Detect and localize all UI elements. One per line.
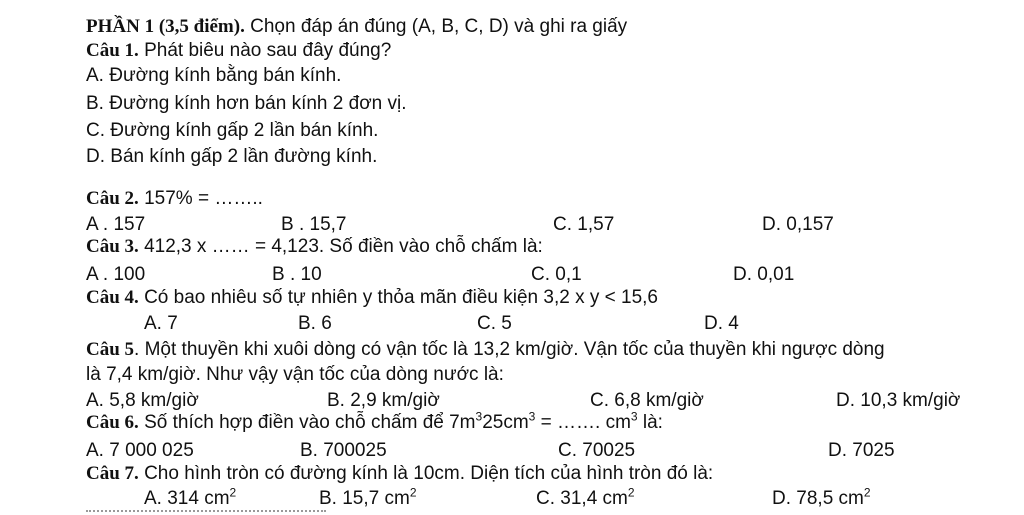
- question-label: Câu 4.: [86, 287, 139, 308]
- q7-option-c: [536, 485, 635, 510]
- question-label: Câu 5: [86, 339, 135, 360]
- option-text: B. 15,7 cm: [319, 488, 410, 509]
- question-text: Cho hình tròn có đường kính là 10cm. Diện tích của hình tròn đó là:: [138, 463, 714, 484]
- q2-option-c: C. 1,57: [553, 214, 615, 235]
- question-4: [86, 287, 658, 309]
- q6-option-d: D. 7025: [828, 440, 895, 461]
- option-text: C. 31,4 cm: [536, 488, 628, 509]
- q7-option-a: [144, 485, 237, 510]
- question-text: Có bao nhiêu số tự nhiên y thỏa mãn điều kiện 3,2 x y < 15,6: [138, 287, 658, 308]
- q3-option-c: C. 0,1: [531, 264, 582, 285]
- question-text: là:: [637, 412, 663, 433]
- option-text: D. 78,5 cm: [772, 488, 864, 509]
- q4-option-d: D. 4: [704, 313, 739, 334]
- exponent: 2: [627, 485, 635, 500]
- question-6: [86, 409, 663, 434]
- question-label: Câu 1.: [86, 40, 139, 61]
- option-text: A. 314 cm: [144, 488, 230, 509]
- question-7: [86, 463, 713, 485]
- q3-option-a: A . 100: [86, 264, 146, 285]
- section-header: [86, 16, 627, 38]
- question-label: Câu 7.: [86, 463, 139, 484]
- q1-option-c: C. Đường kính gấp 2 lần bán kính.: [86, 120, 379, 141]
- question-5-continued: là 7,4 km/giờ. Như vậy vận tốc của dòng nước là:: [86, 364, 504, 385]
- q4-option-b: B. 6: [298, 313, 332, 334]
- q2-option-d: D. 0,157: [762, 214, 834, 235]
- question-2: [86, 188, 263, 210]
- exponent: 2: [863, 485, 871, 500]
- q1-option-b: B. Đường kính hơn bán kính 2 đơn vị.: [86, 93, 407, 114]
- q2-option-b: B . 15,7: [281, 214, 347, 235]
- exponent: 3: [528, 409, 536, 424]
- q5-option-c: C. 6,8 km/giờ: [590, 390, 704, 411]
- q1-option-d: D. Bán kính gấp 2 lần đường kính.: [86, 146, 378, 167]
- exponent: 3: [630, 409, 638, 424]
- q5-option-a: A. 5,8 km/giờ: [86, 390, 199, 411]
- question-text: 25cm: [482, 412, 529, 433]
- question-label: Câu 2.: [86, 188, 139, 209]
- q6-option-a: A. 7 000 025: [86, 440, 194, 461]
- q2-option-a: A . 157: [86, 214, 146, 235]
- q5-option-b: B. 2,9 km/giờ: [327, 390, 440, 411]
- q3-option-b: B . 10: [272, 264, 322, 285]
- q7-option-d: [772, 485, 871, 510]
- cut-off-text-hint: [86, 510, 326, 515]
- q4-option-c: C. 5: [477, 313, 512, 334]
- section-instruction: Chọn đáp án đúng (A, B, C, D) và ghi ra giấy: [244, 16, 628, 37]
- q3-option-d: D. 0,01: [733, 264, 795, 285]
- question-3: [86, 236, 543, 258]
- q5-option-d: D. 10,3 km/giờ: [836, 390, 961, 411]
- question-text: Phát biêu nào sau đây đúng?: [138, 40, 392, 61]
- question-label: Câu 3.: [86, 236, 139, 257]
- question-text: . Một thuyền khi xuôi dòng có vận tốc là 13,2 km/giờ. Vận tốc của thuyền khi ngược dòng: [134, 339, 885, 360]
- question-text: = ……. cm: [535, 412, 631, 433]
- question-text: Số thích hợp điền vào chỗ chấm để 7m: [138, 412, 476, 433]
- q1-option-a: A. Đường kính bằng bán kính.: [86, 65, 342, 86]
- q7-option-b: [319, 485, 417, 510]
- q4-option-a: A. 7: [144, 313, 178, 334]
- question-5: [86, 339, 885, 361]
- q6-option-c: C. 70025: [558, 440, 636, 461]
- exponent: 3: [475, 409, 483, 424]
- question-label: Câu 6.: [86, 412, 139, 433]
- exponent: 2: [229, 485, 237, 500]
- question-1: [86, 40, 391, 62]
- question-text: 157% = ……..: [138, 188, 263, 209]
- section-title: PHẦN 1 (3,5 điểm).: [86, 16, 245, 37]
- q6-option-b: B. 700025: [300, 440, 387, 461]
- exponent: 2: [409, 485, 417, 500]
- question-text: 412,3 x …… = 4,123. Số điền vào chỗ chấm là:: [138, 236, 543, 257]
